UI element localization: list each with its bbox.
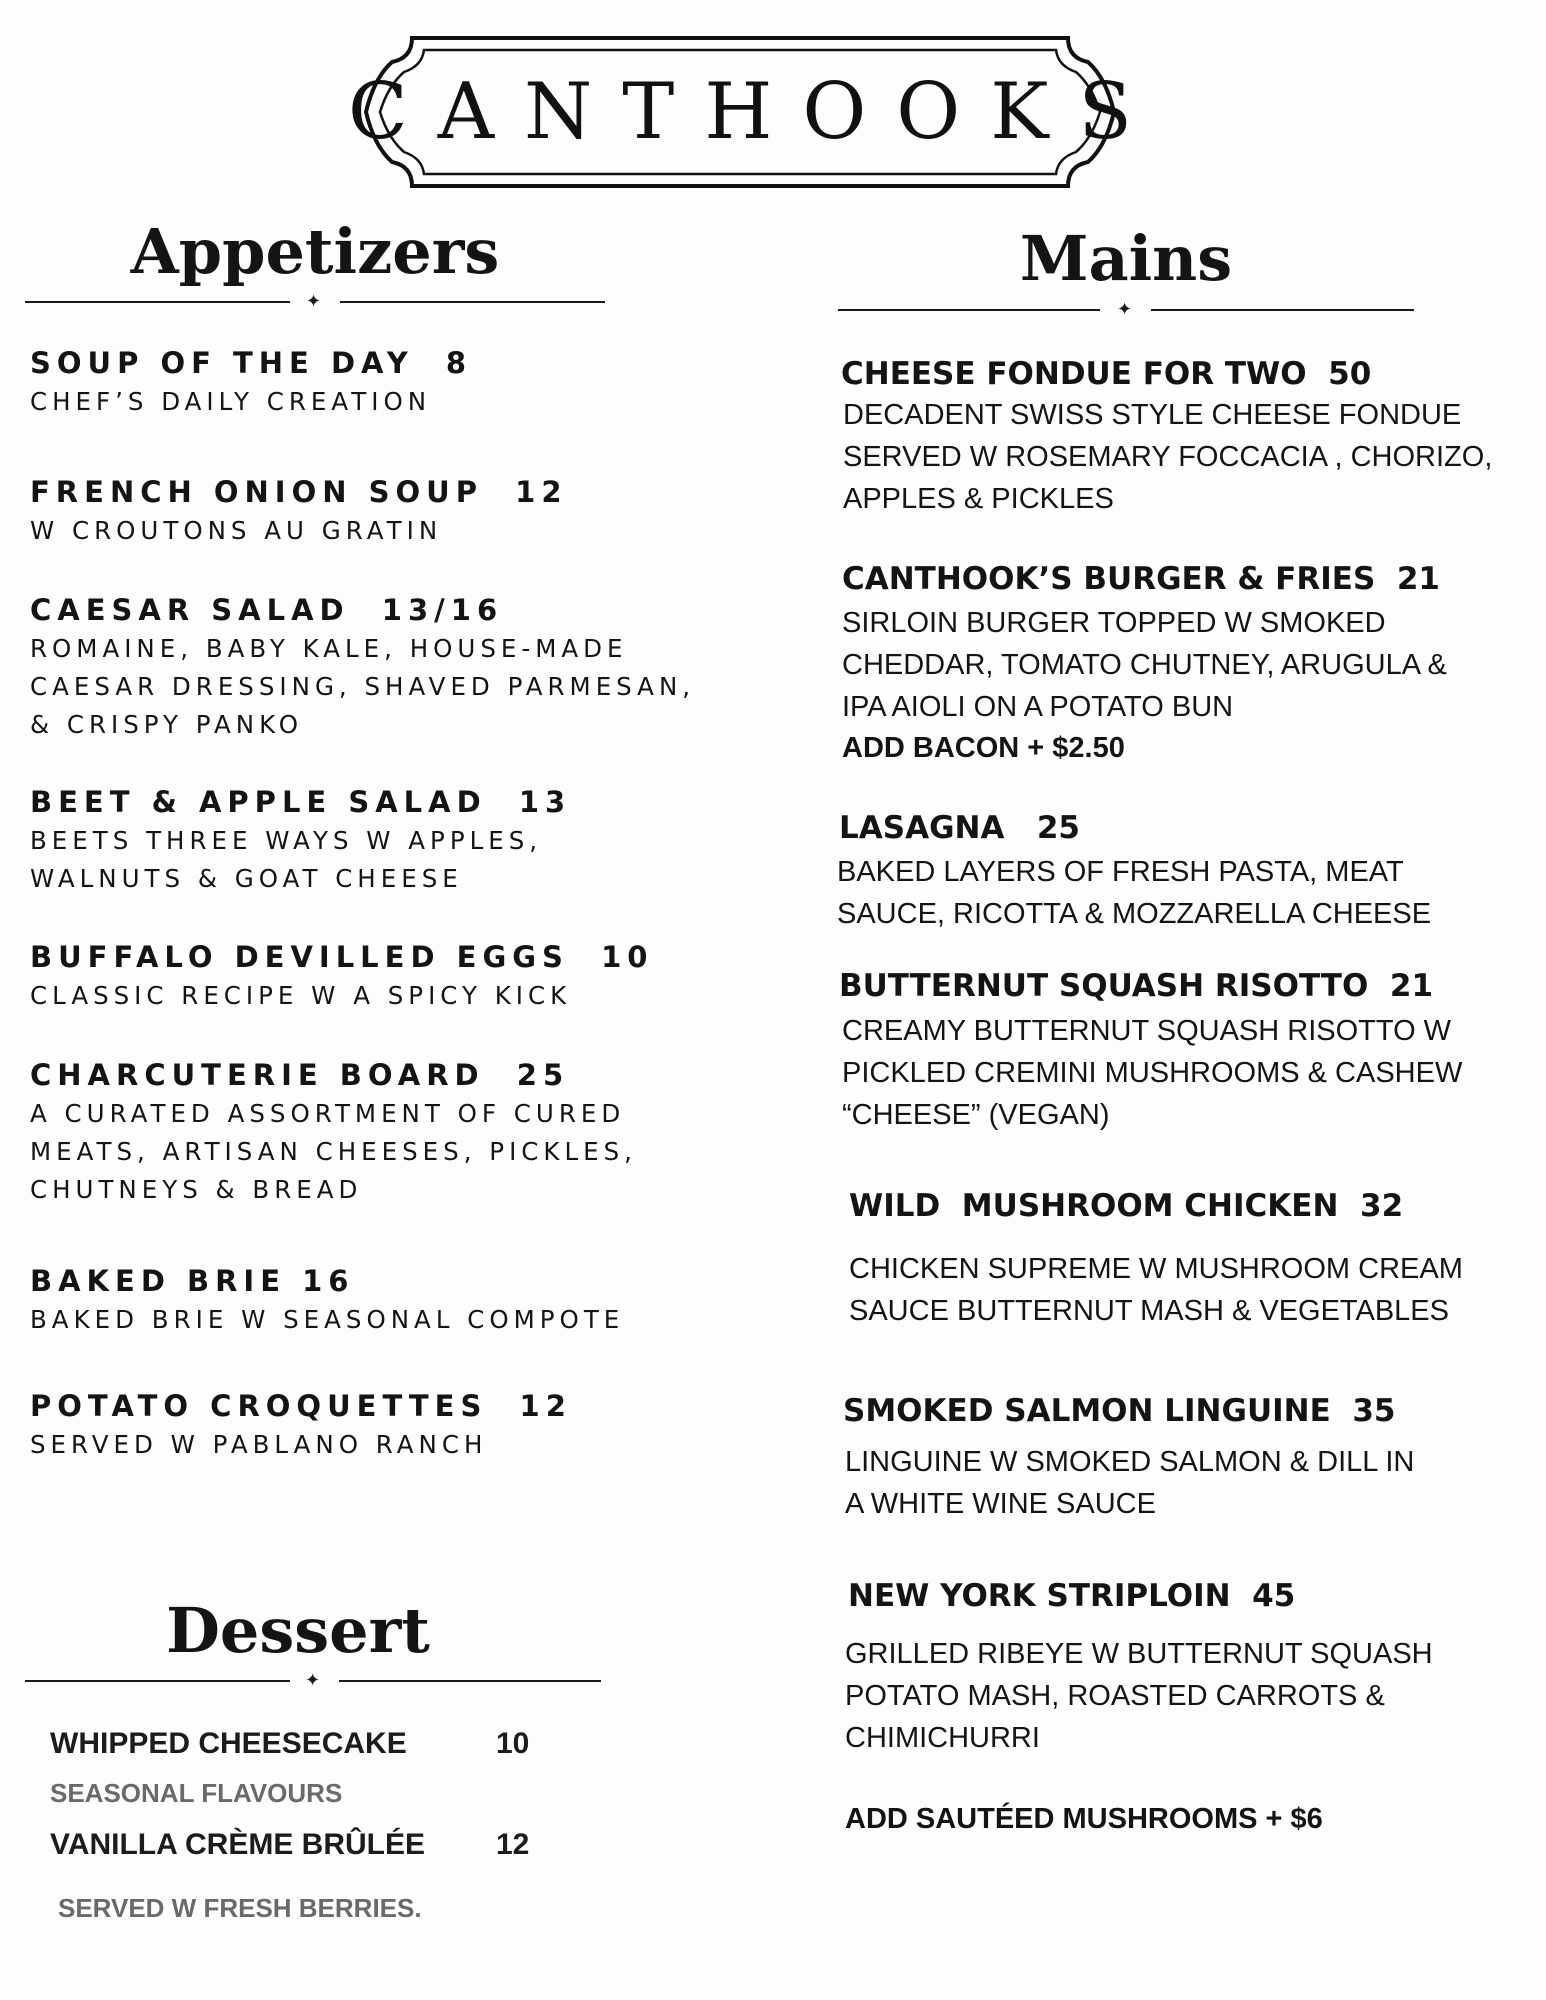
dessert-name: WHIPPED CHEESECAKE	[50, 1727, 407, 1760]
main-description: LINGUINE W SMOKED SALMON & DILL IN A WHITE WINE SAUCE	[845, 1446, 1415, 1520]
main-name: WILD MUSHROOM CHICKEN 32	[849, 1188, 1404, 1224]
main-name: NEW YORK STRIPLOIN 45	[848, 1578, 1296, 1614]
appetizer-item	[30, 1261, 770, 1339]
main-name: LASAGNA 25	[839, 810, 1080, 846]
add-mushrooms-note: ADD SAUTÉED MUSHROOMS + $6	[845, 1803, 1323, 1835]
main-name: SMOKED SALMON LINGUINE 35	[843, 1393, 1396, 1429]
dessert-description: SERVED W FRESH BERRIES.	[58, 1893, 422, 1923]
appetizer-item	[30, 1055, 770, 1209]
appetizer-description: BAKED BRIE W SEASONAL COMPOTE	[30, 1305, 625, 1334]
main-description: CHICKEN SUPREME W MUSHROOM CREAM SAUCE BUTTERNUT MASH & VEGETABLES	[849, 1253, 1463, 1327]
mains-divider	[838, 300, 1414, 320]
appetizer-description: SERVED W PABLANO RANCH	[30, 1430, 488, 1459]
main-description: GRILLED RIBEYE W BUTTERNUT SQUASH POTATO MASH, ROASTED CARROTS & CHIMICHURRI	[845, 1638, 1433, 1754]
appetizer-description: ROMAINE, BABY KALE, HOUSE-MADE CAESAR DRESSING, SHAVED PARMESAN, & CRISPY PANKO	[30, 634, 696, 739]
appetizer-item	[30, 782, 770, 898]
appetizer-name: CAESAR SALAD 13/16	[30, 593, 504, 627]
main-name: BUTTERNUT SQUASH RISOTTO 21	[839, 968, 1434, 1004]
divider-star-icon: ✦	[306, 291, 322, 312]
main-name: CHEESE FONDUE FOR TWO 50	[841, 356, 1372, 392]
appetizer-name: BEET & APPLE SALAD 13	[30, 785, 572, 819]
dessert-title: Dessert	[166, 1594, 430, 1667]
mains-title: Mains	[1019, 222, 1233, 295]
appetizer-name: SOUP OF THE DAY 8	[30, 346, 473, 380]
appetizer-description: A CURATED ASSORTMENT OF CURED MEATS, ARTISAN CHEESES, PICKLES, CHUTNEYS & BREAD	[30, 1099, 637, 1204]
appetizer-item	[30, 1386, 770, 1464]
dessert-description: SEASONAL FLAVOURS	[50, 1778, 343, 1808]
appetizer-name: POTATO CROQUETTES 12	[30, 1389, 572, 1423]
appetizer-item	[30, 590, 770, 744]
appetizer-description: CHEF’S DAILY CREATION	[30, 387, 432, 416]
appetizer-item	[30, 472, 770, 550]
main-description: CREAMY BUTTERNUT SQUASH RISOTTO W PICKLED CREMINI MUSHROOMS & CASHEW “CHEESE” (VEGAN)	[842, 1015, 1463, 1131]
appetizer-description: CLASSIC RECIPE W A SPICY KICK	[30, 981, 572, 1010]
logo-text: CANTHOOKS	[348, 67, 1162, 157]
appetizers-divider	[25, 292, 605, 312]
main-description: DECADENT SWISS STYLE CHEESE FONDUE SERVED W ROSEMARY FOCCACIA , CHORIZO, APPLES & PICKLES	[843, 399, 1493, 515]
appetizer-name: CHARCUTERIE BOARD 25	[30, 1058, 570, 1092]
add-bacon-note: ADD BACON + $2.50	[842, 732, 1125, 764]
dessert-price: 12	[496, 1828, 530, 1861]
main-description: BAKED LAYERS OF FRESH PASTA, MEAT SAUCE, RICOTTA & MOZZARELLA CHEESE	[837, 856, 1432, 930]
appetizer-description: W CROUTONS AU GRATIN	[30, 516, 443, 545]
dessert-price: 10	[496, 1727, 530, 1760]
dessert-name: VANILLA CRÈME BRÛLÉE	[50, 1828, 425, 1861]
dessert-divider	[25, 1671, 601, 1691]
appetizer-name: BUFFALO DEVILLED EGGS 10	[30, 940, 654, 974]
appetizers-title: Appetizers	[130, 215, 500, 288]
appetizer-name: BAKED BRIE 16	[30, 1264, 355, 1298]
appetizer-item	[30, 343, 770, 421]
appetizer-name: FRENCH ONION SOUP 12	[30, 475, 568, 509]
appetizer-item	[30, 937, 770, 1015]
divider-star-icon: ✦	[1117, 299, 1133, 320]
appetizer-description: BEETS THREE WAYS W APPLES, WALNUTS & GOAT CHEESE	[30, 826, 543, 893]
restaurant-logo	[348, 32, 1162, 192]
main-description: SIRLOIN BURGER TOPPED W SMOKED CHEDDAR, TOMATO CHUTNEY, ARUGULA & IPA AIOLI ON A POTATO BUN	[842, 607, 1447, 723]
divider-star-icon: ✦	[305, 1670, 321, 1691]
main-name: CANTHOOK’S BURGER & FRIES 21	[842, 561, 1440, 597]
